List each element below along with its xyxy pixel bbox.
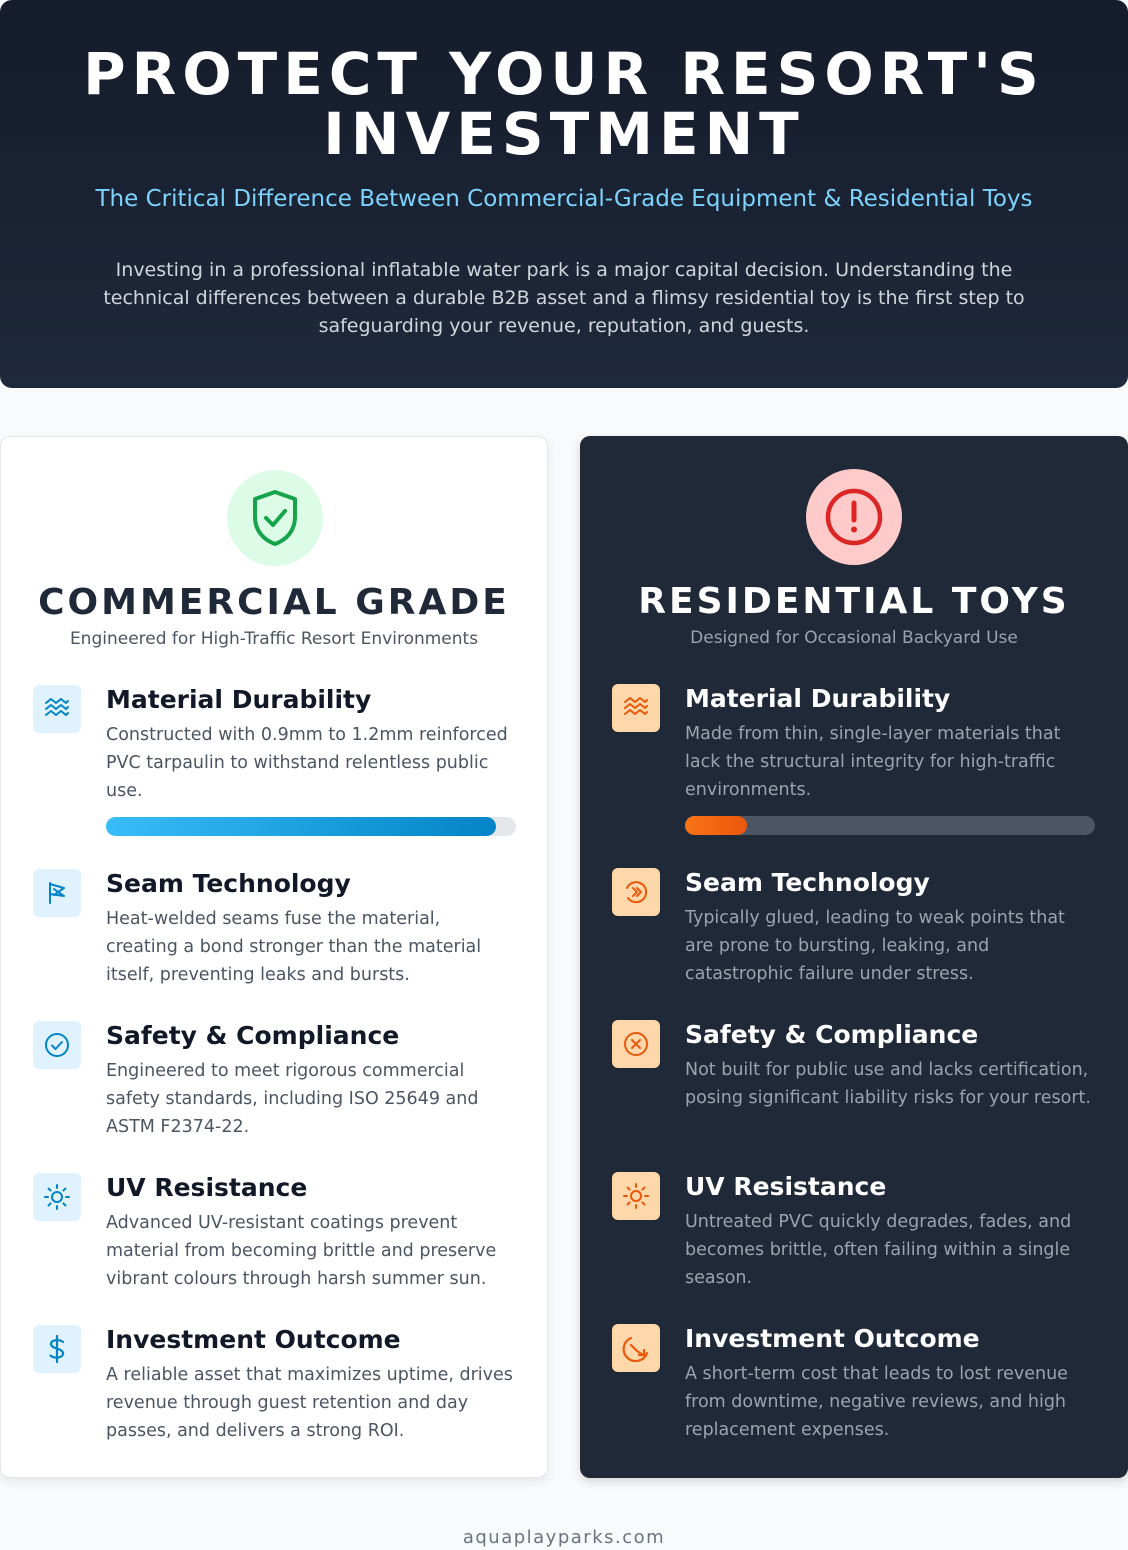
durability-bar [106, 817, 516, 836]
durability-bar [685, 816, 1095, 835]
feature-description: Made from thin, single-layer materials that lack the structural integrity for high-traffic environments. [685, 724, 1061, 800]
feature-description: Untreated PVC quickly degrades, fades, and becomes brittle, often failing within a single season. [685, 1212, 1072, 1288]
feature-description: Heat-welded seams fuse the material, creating a bond stronger than the material itself, preventing leaks and bursts. [106, 909, 482, 985]
waves-icon [33, 685, 81, 733]
commercial-grade-card [0, 436, 548, 1478]
intro-paragraph: Investing in a professional inflatable water park is a major capital decision. Understanding the technical differences between a durable B2B asset and a flimsy residential toy is the first step to safeguarding your revenue, reputation, and guests. [103, 259, 1025, 337]
sun-icon [612, 1172, 660, 1220]
waves-icon [612, 684, 660, 732]
page-title: PROTECT YOUR RESORT'S INVESTMENT [83, 40, 1045, 168]
dollar-icon [33, 1325, 81, 1373]
page-subtitle: The Critical Difference Between Commercial-Grade Equipment & Residential Toys [95, 186, 1033, 212]
feature-description: A short-term cost that leads to lost revenue from downtime, negative reviews, and high replacement expenses. [685, 1364, 1068, 1440]
feature-title: Investment Outcome [685, 1324, 980, 1353]
footer-site-link[interactable]: aquaplayparks.com [462, 1527, 666, 1548]
feature-title: Safety & Compliance [106, 1021, 400, 1050]
feature-description: Advanced UV-resistant coatings prevent material from becoming brittle and preserve vibrant colours through harsh summer sun. [106, 1213, 497, 1289]
arrows-circle-icon [612, 868, 660, 916]
shield-check-icon [227, 470, 323, 566]
feature-description: Not built for public use and lacks certification, posing significant liability risks for your resort. [685, 1060, 1091, 1108]
seam-icon [33, 869, 81, 917]
card-title: COMMERCIAL GRADE [38, 582, 510, 623]
feature-description: A reliable asset that maximizes uptime, drives revenue through guest retention and day passes, and delivers a strong ROI. [106, 1365, 513, 1441]
feature-description: Constructed with 0.9mm to 1.2mm reinforced PVC tarpaulin to withstand relentless public use. [106, 725, 508, 801]
feature-title: Seam Technology [685, 868, 930, 897]
card-subtitle: Engineered for High-Traffic Resort Environments [69, 629, 479, 649]
residential-toys-card [580, 436, 1128, 1478]
feature-description: Engineered to meet rigorous commercial safety standards, including ISO 25649 and ASTM F2374-22. [106, 1061, 479, 1137]
durability-bar-fill [106, 817, 496, 836]
feature-title: Investment Outcome [106, 1325, 401, 1354]
feature-title: Seam Technology [106, 869, 351, 898]
card-subtitle: Designed for Occasional Backyard Use [690, 628, 1018, 648]
feature-title: Safety & Compliance [685, 1020, 979, 1049]
feature-title: Material Durability [685, 684, 951, 713]
durability-bar-fill [685, 816, 747, 835]
feature-description: Typically glued, leading to weak points that are prone to bursting, leaking, and catastrophic failure under stress. [685, 908, 1065, 984]
feature-title: UV Resistance [106, 1173, 308, 1202]
feature-title: UV Resistance [685, 1172, 887, 1201]
sun-icon [33, 1173, 81, 1221]
x-circle-icon [612, 1020, 660, 1068]
hero-banner [0, 0, 1128, 388]
check-circle-icon [33, 1021, 81, 1069]
alert-icon [806, 469, 902, 565]
card-title: RESIDENTIAL TOYS [638, 581, 1070, 622]
chart-down-icon [612, 1324, 660, 1372]
feature-title: Material Durability [106, 685, 372, 714]
